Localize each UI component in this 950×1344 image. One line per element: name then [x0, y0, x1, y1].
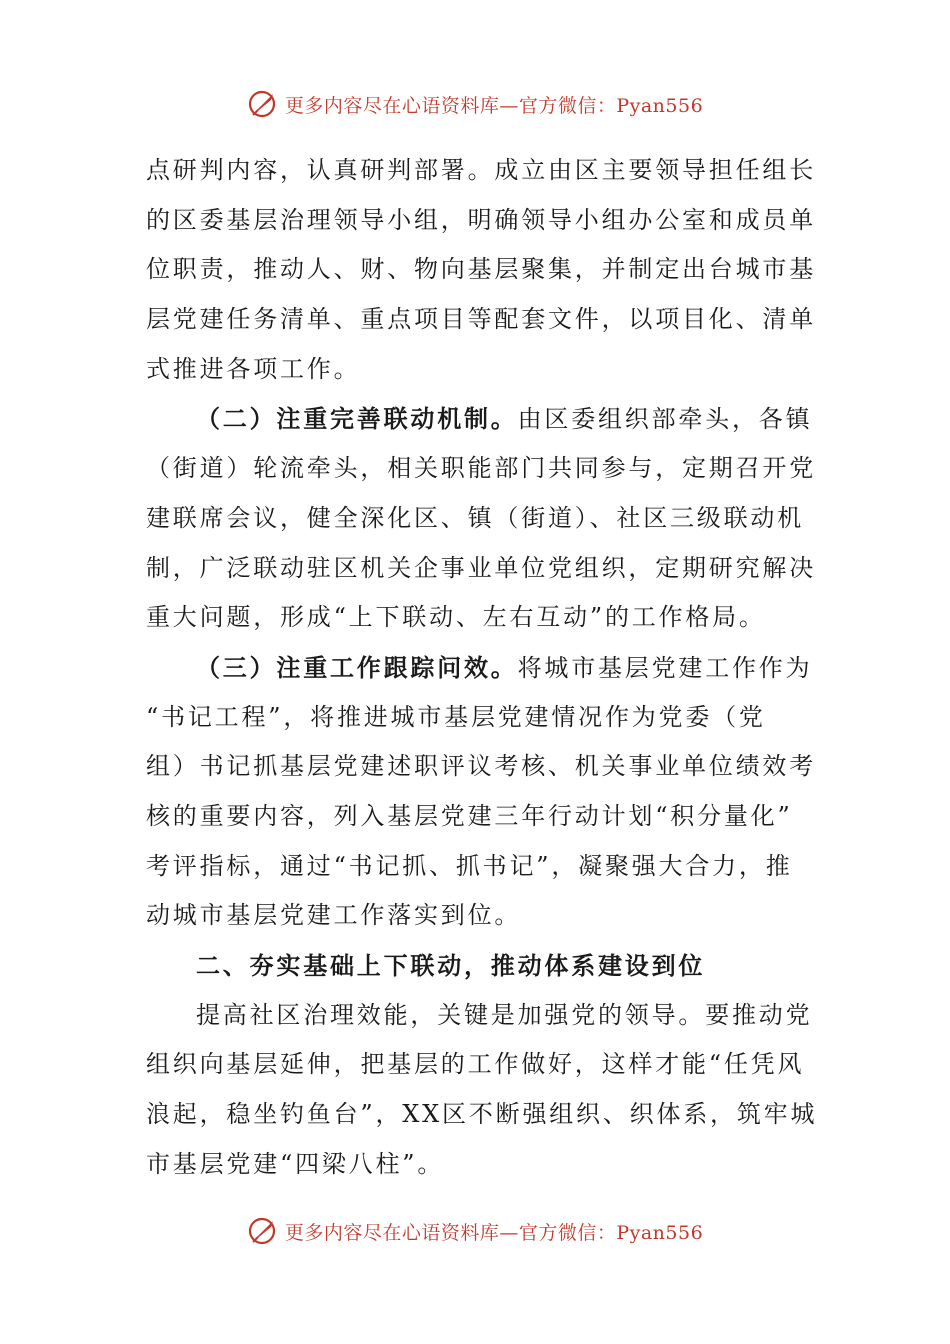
- footer-banner: [0, 1211, 950, 1251]
- quill-logo-icon: [247, 1215, 279, 1247]
- subsection-heading: （二）注重完善联动机制。: [196, 404, 518, 434]
- text-line: “书记工程”，将推进城市基层党建情况作为党委（党: [146, 702, 766, 731]
- text-line: 的区委基层治理领导小组，明确领导小组办公室和成员单: [146, 205, 816, 234]
- text-line: （街道）轮流牵头，相关职能部门共同参与，定期召开党: [146, 454, 816, 483]
- text-span: 将城市基层党建工作作为: [517, 653, 813, 682]
- text-line: 重大问题，形成“上下联动、左右互动”的工作格局。: [146, 603, 766, 632]
- text-line: 动城市基层党建工作落实到位。: [146, 901, 522, 930]
- paragraph-first-line: [146, 643, 813, 693]
- header-banner: [0, 84, 950, 124]
- text-line: 制，广泛联动驻区机关企事业单位党组织，定期研究解决: [146, 553, 816, 582]
- footer-banner-text: 更多内容尽在心语资料库—官方微信：Pyan556: [284, 1221, 704, 1244]
- section-heading: 二、夯实基础上下联动，推动体系建设到位: [196, 951, 706, 980]
- text-line: 浪起，稳坐钓鱼台”，XX区不断强组织、织体系，筑牢城: [146, 1100, 818, 1129]
- header-banner-text: 更多内容尽在心语资料库—官方微信：Pyan556: [284, 94, 704, 117]
- paragraph-first-line: [146, 394, 813, 444]
- text-line: 提高社区治理效能，关键是加强党的领导。要推动党: [196, 1000, 813, 1029]
- text-line: 组织向基层延伸，把基层的工作做好，这样才能“任凭风: [146, 1050, 805, 1079]
- text-line: 点研判内容，认真研判部署。成立由区主要领导担任组长: [146, 156, 816, 184]
- text-line: 式推进各项工作。: [146, 354, 361, 383]
- text-line: 建联席会议，健全深化区、镇（街道）、社区三级联动机: [146, 503, 804, 532]
- text-line: 层党建任务清单、重点项目等配套文件，以项目化、清单: [146, 305, 816, 334]
- text-line: 组）书记抓基层党建述职评议考核、机关事业单位绩效考: [146, 752, 816, 781]
- text-span: 由区委组织部牵头，各镇: [517, 405, 813, 434]
- text-line: 市基层党建“四梁八柱”。: [146, 1149, 445, 1178]
- quill-logo-icon: [247, 88, 279, 120]
- text-line: 考评指标，通过“书记抓、抓书记”，凝聚强大合力，推: [146, 851, 793, 880]
- subsection-heading: （三）注重工作跟踪问效。: [196, 652, 518, 682]
- document-body: [146, 146, 818, 1189]
- text-line: 位职责，推动人、财、物向基层聚集，并制定出台城市基: [146, 255, 816, 284]
- text-line: 核的重要内容，列入基层党建三年行动计划“积分量化”: [146, 801, 793, 830]
